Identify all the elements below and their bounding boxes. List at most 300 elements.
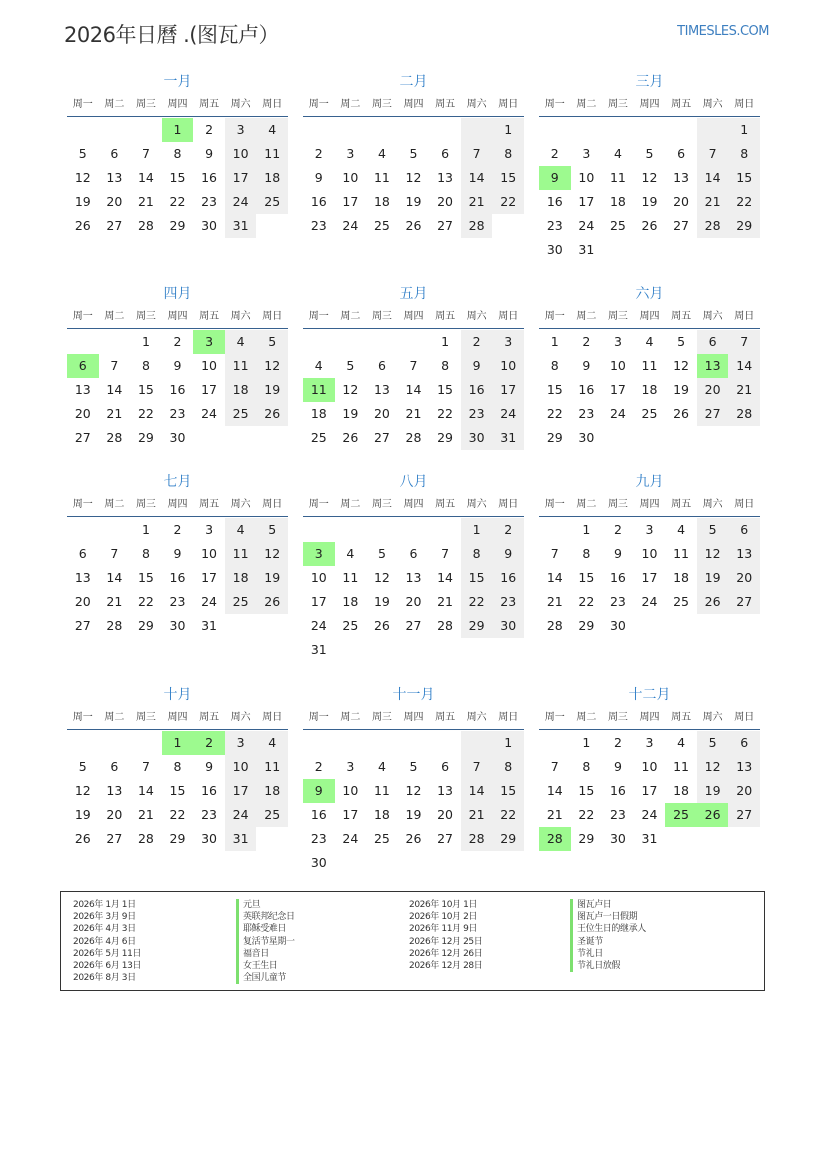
- day-cell: 10: [342, 170, 359, 185]
- day-cell: 27: [405, 618, 422, 633]
- day-cell: 24: [225, 803, 257, 827]
- day-cell: 20: [405, 594, 422, 609]
- day-cell: 2: [173, 334, 182, 349]
- day-cell: 11: [342, 570, 359, 585]
- day-cell: 7: [461, 755, 493, 779]
- day-cell: 13: [373, 382, 390, 397]
- day-cell: 17: [201, 382, 218, 397]
- empty-cell: [335, 518, 367, 542]
- weekday-label: 周二: [576, 712, 597, 723]
- day-grid: [303, 731, 524, 875]
- legend-holiday-name: 图瓦卢一日假期: [570, 911, 646, 923]
- day-cell: 31: [492, 426, 524, 450]
- day-grid: [539, 518, 760, 638]
- day-cell: 16: [201, 170, 218, 185]
- day-cell: 21: [405, 406, 422, 421]
- weekday-label: 周五: [199, 712, 220, 723]
- day-cell: 3: [225, 731, 257, 755]
- day-cell: 1: [492, 118, 524, 142]
- day-cell: 5: [346, 358, 355, 373]
- day-cell: 6: [78, 546, 87, 561]
- day-cell: 25: [225, 402, 257, 426]
- day-cell: 10: [310, 570, 327, 585]
- weekday-label: 周二: [340, 712, 361, 723]
- day-cell: 18: [641, 382, 658, 397]
- day-cell: 11: [373, 783, 390, 798]
- day-cell: 13: [673, 170, 690, 185]
- month-name: 五月: [399, 286, 428, 302]
- day-cell: 30: [578, 430, 595, 445]
- weekday-label: 周日: [734, 99, 755, 110]
- month-block: [539, 70, 760, 262]
- day-cell: 28: [697, 214, 729, 238]
- day-cell: 27: [74, 618, 91, 633]
- day-cell: 18: [256, 779, 288, 803]
- day-cell: 6: [677, 146, 686, 161]
- day-cell: 6: [441, 759, 450, 774]
- day-cell: 21: [461, 803, 493, 827]
- day-cell: 3: [225, 118, 257, 142]
- day-cell: 10: [641, 546, 658, 561]
- day-cell: 12: [697, 755, 729, 779]
- day-grid: [67, 330, 288, 450]
- day-cell: 12: [697, 542, 729, 566]
- weekday-label: 周四: [403, 311, 424, 322]
- day-cell: 24: [641, 807, 658, 822]
- holiday-day-cell: 3: [303, 542, 335, 566]
- day-cell: 30: [609, 831, 626, 846]
- day-cell: 9: [613, 546, 622, 561]
- legend-dates-right: [409, 899, 482, 972]
- day-cell: 5: [256, 330, 288, 354]
- day-cell: 7: [550, 759, 559, 774]
- day-cell: 17: [201, 570, 218, 585]
- day-grid: [303, 330, 524, 450]
- day-cell: 2: [205, 122, 214, 137]
- day-cell: 15: [137, 382, 154, 397]
- day-grid: [303, 518, 524, 662]
- day-cell: 15: [546, 382, 563, 397]
- day-cell: 28: [106, 618, 123, 633]
- empty-cell: [634, 118, 666, 142]
- day-cell: 24: [225, 190, 257, 214]
- day-cell: 21: [437, 594, 454, 609]
- weekday-label: 周三: [607, 499, 628, 510]
- weekday-label: 周六: [702, 99, 723, 110]
- day-cell: 21: [546, 594, 563, 609]
- day-cell: 20: [728, 779, 760, 803]
- empty-cell: [429, 731, 461, 755]
- day-cell: 1: [141, 334, 150, 349]
- weekday-label: 周二: [340, 311, 361, 322]
- day-cell: 17: [342, 807, 359, 822]
- day-cell: 26: [373, 618, 390, 633]
- weekday-label: 周二: [104, 712, 125, 723]
- day-cell: 25: [673, 594, 690, 609]
- day-cell: 23: [201, 807, 218, 822]
- day-cell: 11: [373, 170, 390, 185]
- empty-cell: [398, 731, 430, 755]
- legend-date: 2026年 6月 13日: [73, 960, 142, 971]
- day-cell: 14: [728, 354, 760, 378]
- day-cell: 5: [645, 146, 654, 161]
- weekday-label: 周日: [262, 712, 283, 723]
- day-cell: 1: [582, 735, 591, 750]
- day-cell: 29: [728, 214, 760, 238]
- day-cell: 28: [546, 618, 563, 633]
- day-cell: 6: [697, 330, 729, 354]
- day-cell: 26: [405, 218, 422, 233]
- day-cell: 5: [256, 518, 288, 542]
- day-cell: 18: [673, 783, 690, 798]
- day-cell: 11: [256, 755, 288, 779]
- empty-cell: [67, 330, 99, 354]
- day-cell: 1: [492, 731, 524, 755]
- day-cell: 5: [78, 146, 87, 161]
- day-cell: 22: [461, 590, 493, 614]
- legend-date: 2026年 10月 1日: [409, 900, 478, 910]
- day-cell: 10: [201, 546, 218, 561]
- empty-cell: [303, 731, 335, 755]
- day-cell: 14: [137, 783, 154, 798]
- day-cell: 28: [461, 214, 493, 238]
- day-cell: 31: [310, 642, 327, 657]
- day-cell: 22: [492, 803, 524, 827]
- weekday-label: 周一: [544, 499, 565, 510]
- day-cell: 24: [492, 402, 524, 426]
- weekday-label: 周二: [104, 499, 125, 510]
- day-cell: 18: [609, 194, 626, 209]
- day-cell: 7: [461, 142, 493, 166]
- day-cell: 20: [728, 566, 760, 590]
- day-cell: 13: [728, 542, 760, 566]
- day-cell: 28: [405, 430, 422, 445]
- day-cell: 11: [641, 358, 658, 373]
- day-cell: 4: [645, 334, 654, 349]
- day-cell: 21: [546, 807, 563, 822]
- day-cell: 23: [609, 594, 626, 609]
- day-cell: 10: [578, 170, 595, 185]
- weekday-label: 周一: [72, 99, 93, 110]
- holiday-day-cell: 3: [193, 330, 225, 354]
- legend-date: 2026年 8月 3日: [73, 973, 136, 984]
- weekday-label: 周五: [435, 712, 456, 723]
- day-cell: 1: [728, 118, 760, 142]
- day-cell: 22: [578, 594, 595, 609]
- day-cell: 2: [613, 735, 622, 750]
- day-cell: 15: [169, 170, 186, 185]
- day-cell: 24: [342, 831, 359, 846]
- weekday-label: 周二: [104, 311, 125, 322]
- day-cell: 18: [673, 570, 690, 585]
- weekday-label: 周四: [167, 311, 188, 322]
- holiday-day-cell: 1: [162, 118, 194, 142]
- day-cell: 17: [225, 779, 257, 803]
- day-cell: 15: [492, 166, 524, 190]
- day-cell: 19: [697, 566, 729, 590]
- day-cell: 16: [201, 783, 218, 798]
- day-cell: 6: [110, 759, 119, 774]
- day-cell: 20: [373, 406, 390, 421]
- legend-date: 2026年 10月 2日: [409, 912, 478, 923]
- site-link[interactable]: TIMESLES.COM: [677, 24, 769, 39]
- day-cell: 9: [173, 546, 182, 561]
- day-cell: 30: [461, 426, 493, 450]
- day-cell: 29: [578, 831, 595, 846]
- day-cell: 13: [106, 170, 123, 185]
- month-name: 一月: [163, 74, 192, 90]
- day-cell: 31: [641, 831, 658, 846]
- weekday-label: 周五: [199, 311, 220, 322]
- day-cell: 5: [697, 518, 729, 542]
- day-cell: 2: [461, 330, 493, 354]
- day-cell: 21: [728, 378, 760, 402]
- day-cell: 19: [342, 406, 359, 421]
- day-cell: 5: [697, 731, 729, 755]
- day-cell: 13: [437, 170, 454, 185]
- day-cell: 20: [697, 378, 729, 402]
- weekday-label: 周五: [671, 311, 692, 322]
- day-cell: 3: [492, 330, 524, 354]
- day-cell: 6: [728, 518, 760, 542]
- weekday-label: 周三: [371, 499, 392, 510]
- day-cell: 19: [74, 194, 91, 209]
- day-cell: 3: [613, 334, 622, 349]
- day-cell: 26: [405, 831, 422, 846]
- day-cell: 24: [310, 618, 327, 633]
- day-cell: 3: [645, 522, 654, 537]
- day-cell: 9: [613, 759, 622, 774]
- legend-holiday-name: 圣诞节: [570, 936, 646, 948]
- day-cell: 25: [609, 218, 626, 233]
- day-cell: 2: [173, 522, 182, 537]
- month-block: [67, 282, 288, 450]
- month-name: 十月: [163, 687, 192, 703]
- day-cell: 7: [141, 759, 150, 774]
- empty-cell: [429, 518, 461, 542]
- weekday-label: 周一: [308, 499, 329, 510]
- legend-date: 2026年 11月 9日: [409, 924, 478, 935]
- day-cell: 21: [137, 807, 154, 822]
- day-cell: 8: [141, 358, 150, 373]
- day-cell: 13: [437, 783, 454, 798]
- day-cell: 11: [256, 142, 288, 166]
- day-cell: 30: [169, 618, 186, 633]
- day-cell: 30: [169, 430, 186, 445]
- day-cell: 18: [310, 406, 327, 421]
- empty-cell: [67, 518, 99, 542]
- empty-cell: [461, 118, 493, 142]
- day-cell: 18: [225, 566, 257, 590]
- legend-date: 2026年 12月 25日: [409, 936, 483, 947]
- empty-cell: [398, 518, 430, 542]
- day-cell: 27: [106, 218, 123, 233]
- month-block: [539, 282, 760, 450]
- day-cell: 13: [728, 755, 760, 779]
- empty-cell: [303, 518, 335, 542]
- weekday-header: [539, 306, 760, 329]
- day-cell: 26: [673, 406, 690, 421]
- day-cell: 27: [697, 402, 729, 426]
- month-name: 九月: [635, 474, 664, 490]
- day-cell: 4: [677, 522, 686, 537]
- weekday-label: 周三: [607, 99, 628, 110]
- day-cell: 15: [169, 783, 186, 798]
- weekday-label: 周四: [639, 311, 660, 322]
- day-cell: 3: [645, 735, 654, 750]
- day-cell: 12: [74, 783, 91, 798]
- day-cell: 10: [492, 354, 524, 378]
- day-cell: 7: [409, 358, 418, 373]
- empty-cell: [461, 731, 493, 755]
- weekday-label: 周六: [466, 311, 487, 322]
- day-cell: 1: [141, 522, 150, 537]
- day-cell: 14: [106, 382, 123, 397]
- day-cell: 2: [492, 518, 524, 542]
- day-cell: 26: [697, 590, 729, 614]
- day-cell: 14: [106, 570, 123, 585]
- legend-names-right: [570, 899, 646, 972]
- day-cell: 20: [106, 807, 123, 822]
- day-cell: 13: [106, 783, 123, 798]
- empty-cell: [398, 330, 430, 354]
- weekday-label: 周四: [403, 499, 424, 510]
- weekday-label: 周日: [262, 99, 283, 110]
- empty-cell: [697, 118, 729, 142]
- day-cell: 12: [256, 354, 288, 378]
- day-cell: 4: [377, 759, 386, 774]
- weekday-label: 周五: [435, 311, 456, 322]
- day-cell: 17: [641, 783, 658, 798]
- weekday-label: 周五: [671, 499, 692, 510]
- day-cell: 25: [256, 803, 288, 827]
- day-cell: 20: [74, 594, 91, 609]
- day-cell: 25: [310, 430, 327, 445]
- holiday-day-cell: 6: [67, 354, 99, 378]
- weekday-label: 周一: [308, 712, 329, 723]
- day-cell: 23: [310, 218, 327, 233]
- empty-cell: [539, 731, 571, 755]
- weekday-label: 周日: [262, 311, 283, 322]
- day-cell: 6: [377, 358, 386, 373]
- weekday-label: 周三: [135, 311, 156, 322]
- empty-cell: [335, 731, 367, 755]
- day-cell: 7: [550, 546, 559, 561]
- weekday-label: 周六: [466, 712, 487, 723]
- day-cell: 12: [405, 170, 422, 185]
- weekday-label: 周六: [702, 712, 723, 723]
- legend-holiday-name: 英联邦纪念日: [236, 911, 295, 923]
- day-cell: 29: [437, 430, 454, 445]
- weekday-label: 周四: [403, 99, 424, 110]
- day-cell: 8: [141, 546, 150, 561]
- day-cell: 14: [546, 783, 563, 798]
- day-cell: 24: [609, 406, 626, 421]
- weekday-header: [303, 94, 524, 117]
- day-cell: 16: [310, 807, 327, 822]
- day-cell: 4: [256, 118, 288, 142]
- day-cell: 14: [461, 166, 493, 190]
- day-cell: 3: [346, 759, 355, 774]
- day-cell: 19: [641, 194, 658, 209]
- day-cell: 16: [609, 570, 626, 585]
- weekday-label: 周四: [167, 499, 188, 510]
- day-cell: 5: [377, 546, 386, 561]
- day-cell: 15: [578, 783, 595, 798]
- empty-cell: [130, 118, 162, 142]
- day-cell: 8: [728, 142, 760, 166]
- weekday-label: 周二: [340, 99, 361, 110]
- day-cell: 16: [546, 194, 563, 209]
- day-cell: 3: [346, 146, 355, 161]
- day-cell: 20: [437, 807, 454, 822]
- day-cell: 24: [342, 218, 359, 233]
- weekday-header: [303, 707, 524, 730]
- day-cell: 28: [461, 827, 493, 851]
- weekday-label: 周三: [607, 712, 628, 723]
- day-cell: 2: [314, 146, 323, 161]
- day-grid: [539, 731, 760, 851]
- weekday-label: 周三: [371, 99, 392, 110]
- weekday-label: 周六: [230, 499, 251, 510]
- empty-cell: [130, 731, 162, 755]
- day-cell: 19: [256, 566, 288, 590]
- day-grid: [539, 118, 760, 262]
- month-name: 二月: [399, 74, 428, 90]
- legend-holiday-name: 节礼日放假: [570, 960, 646, 972]
- day-cell: 19: [673, 382, 690, 397]
- day-cell: 22: [492, 190, 524, 214]
- day-cell: 29: [461, 614, 493, 638]
- day-cell: 2: [613, 522, 622, 537]
- legend-holiday-name: 福音日: [236, 948, 295, 960]
- legend-holiday-name: 元旦: [236, 899, 295, 911]
- day-cell: 8: [492, 142, 524, 166]
- weekday-header: [539, 494, 760, 517]
- day-cell: 11: [225, 542, 257, 566]
- day-cell: 5: [409, 146, 418, 161]
- day-cell: 12: [405, 783, 422, 798]
- weekday-label: 周日: [498, 499, 519, 510]
- day-cell: 1: [582, 522, 591, 537]
- day-cell: 9: [173, 358, 182, 373]
- legend-dates-left: [73, 899, 141, 984]
- day-cell: 8: [550, 358, 559, 373]
- day-grid: [67, 518, 288, 638]
- day-cell: 14: [437, 570, 454, 585]
- month-name: 七月: [163, 474, 192, 490]
- day-cell: 30: [201, 218, 218, 233]
- empty-cell: [335, 330, 367, 354]
- legend-holiday-name: 耶稣受难日: [236, 923, 295, 935]
- holiday-day-cell: 11: [303, 378, 335, 402]
- day-cell: 25: [373, 218, 390, 233]
- day-cell: 3: [205, 522, 214, 537]
- day-cell: 25: [373, 831, 390, 846]
- month-name: 六月: [635, 286, 664, 302]
- day-cell: 5: [78, 759, 87, 774]
- day-cell: 21: [137, 194, 154, 209]
- day-cell: 30: [201, 831, 218, 846]
- empty-cell: [539, 518, 571, 542]
- day-cell: 19: [256, 378, 288, 402]
- weekday-label: 周六: [230, 712, 251, 723]
- month-block: [303, 282, 524, 450]
- day-cell: 27: [437, 831, 454, 846]
- day-cell: 9: [461, 354, 493, 378]
- empty-cell: [67, 118, 99, 142]
- day-cell: 1: [550, 334, 559, 349]
